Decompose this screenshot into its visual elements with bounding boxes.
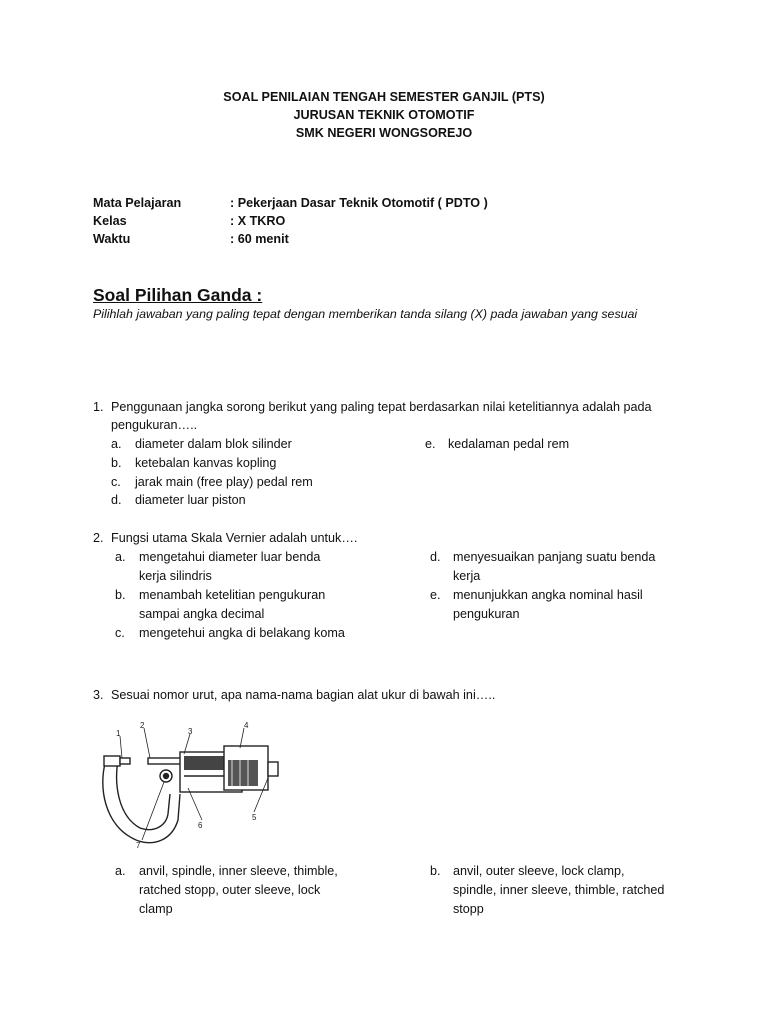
- option-letter: b.: [430, 864, 441, 878]
- class-label: Kelas: [93, 214, 127, 228]
- section-instruction: Pilihlah jawaban yang paling tepat dengan memberikan tanda silang (X) pada jawaban yang sesuai: [93, 307, 638, 321]
- micrometer-figure: [92, 716, 282, 854]
- figure-label: 2: [140, 721, 145, 730]
- option-text: mengetahui diameter luar benda: [139, 550, 321, 564]
- option-text-cont: kerja silindris: [139, 569, 212, 583]
- question-number: 3.: [93, 688, 104, 702]
- header-title: SOAL PENILAIAN TENGAH SEMESTER GANJIL (PTS): [223, 90, 545, 104]
- option-text: anvil, outer sleeve, lock clamp,: [453, 864, 625, 878]
- option-text-cont: sampai angka decimal: [139, 607, 265, 621]
- subject-label: Mata Pelajaran: [93, 196, 182, 210]
- option-letter: c.: [111, 475, 121, 489]
- option-text: menyesuaikan panjang suatu benda: [453, 550, 656, 564]
- option-text: ketebalan kanvas kopling: [135, 456, 277, 470]
- option-text: diameter dalam blok silinder: [135, 437, 292, 451]
- header-department: JURUSAN TEKNIK OTOMOTIF: [293, 108, 475, 122]
- option-letter: d.: [430, 550, 441, 564]
- option-text-cont: kerja: [453, 569, 481, 583]
- figure-label: 6: [198, 821, 203, 830]
- question-text: Sesuai nomor urut, apa nama-nama bagian alat ukur di bawah ini…..: [111, 688, 496, 702]
- option-text-cont: clamp: [139, 902, 173, 916]
- class-value: : X TKRO: [230, 214, 286, 228]
- question-text-cont: pengukuran…..: [111, 418, 198, 432]
- figure-label: 7: [136, 841, 141, 850]
- time-value: : 60 menit: [230, 232, 289, 246]
- figure-label: 5: [252, 813, 257, 822]
- figure-label: 3: [188, 727, 193, 736]
- option-text-cont: pengukuran: [453, 607, 520, 621]
- option-letter: c.: [115, 626, 125, 640]
- figure-label: 1: [116, 729, 121, 738]
- question-number: 1.: [93, 400, 104, 414]
- option-text-cont: spindle, inner sleeve, thimble, ratched: [453, 883, 665, 897]
- question-number: 2.: [93, 531, 104, 545]
- option-text-cont: ratched stopp, outer sleeve, lock: [139, 883, 321, 897]
- header-school: SMK NEGERI WONGSOREJO: [295, 126, 473, 140]
- option-letter: d.: [111, 493, 122, 507]
- option-text: diameter luar piston: [135, 493, 246, 507]
- option-letter: a.: [115, 864, 126, 878]
- option-letter: e.: [425, 437, 436, 451]
- section-title: Soal Pilihan Ganda :: [93, 285, 263, 305]
- option-text-cont: stopp: [453, 902, 484, 916]
- option-letter: a.: [111, 437, 122, 451]
- option-text: menunjukkan angka nominal hasil: [453, 588, 643, 602]
- option-letter: b.: [111, 456, 122, 470]
- subject-value: : Pekerjaan Dasar Teknik Otomotif ( PDTO ): [230, 196, 488, 210]
- time-label: Waktu: [93, 232, 131, 246]
- figure-label: 4: [244, 721, 249, 730]
- question-text: Fungsi utama Skala Vernier adalah untuk….: [111, 531, 358, 545]
- option-text: kedalaman pedal rem: [448, 437, 570, 451]
- option-text: mengetehui angka di belakang koma: [139, 626, 345, 640]
- question-text: Penggunaan jangka sorong berikut yang paling tepat berdasarkan nilai ketelitiannya adalah pada: [111, 400, 652, 414]
- option-text: jarak main (free play) pedal rem: [135, 475, 313, 489]
- option-letter: a.: [115, 550, 126, 564]
- option-letter: b.: [115, 588, 126, 602]
- option-text: anvil, spindle, inner sleeve, thimble,: [139, 864, 338, 878]
- option-letter: e.: [430, 588, 441, 602]
- option-text: menambah ketelitian pengukuran: [139, 588, 326, 602]
